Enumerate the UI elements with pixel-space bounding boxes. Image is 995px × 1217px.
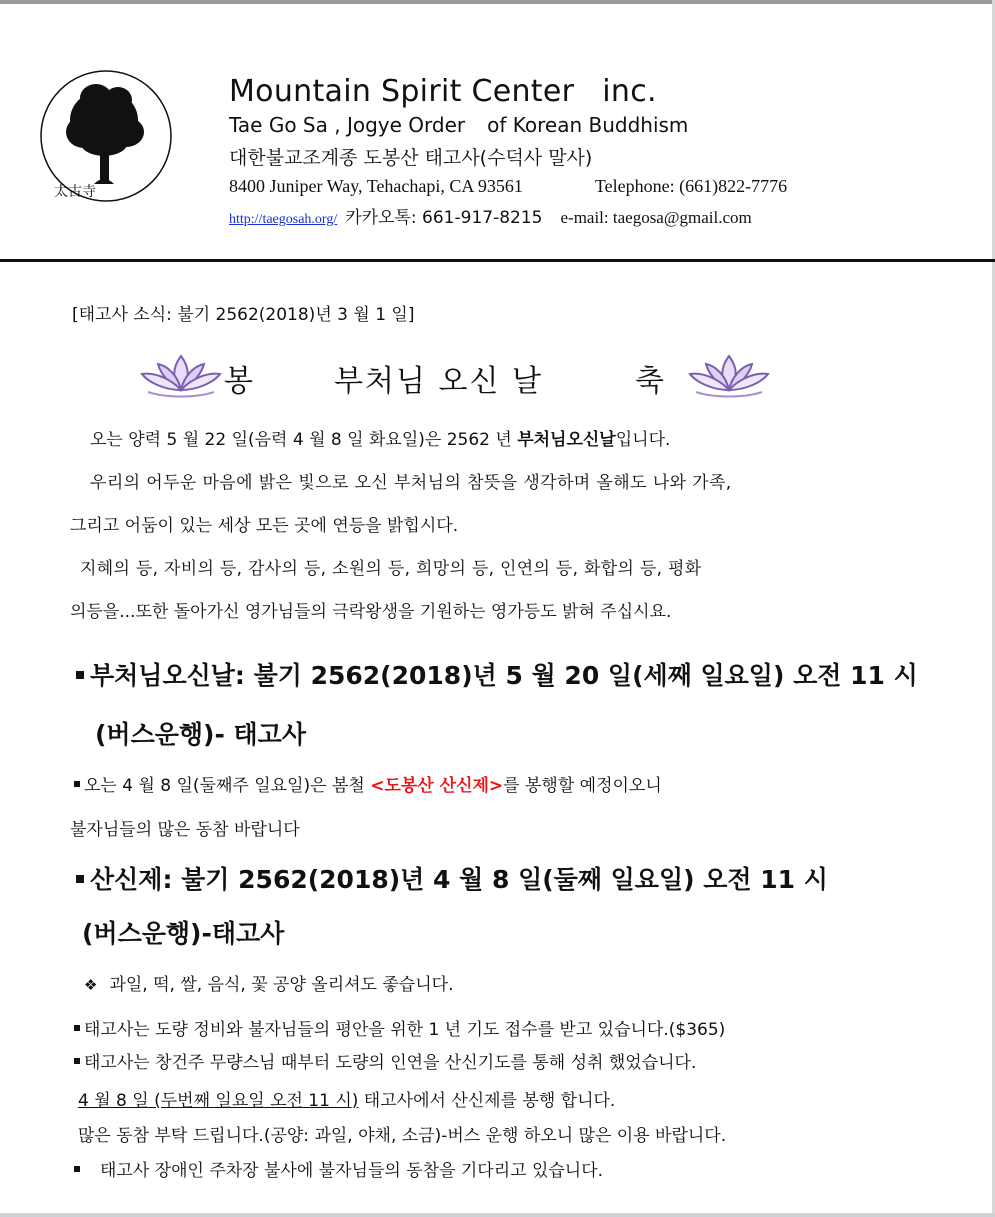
tree-icon (66, 84, 144, 184)
org-subtitle: Tae Go Sa , Jogye Order of Korean Buddhism (229, 113, 689, 137)
bullet-square-icon (76, 671, 84, 679)
body-paragraph-1: 오는 양력 5 월 22 일(음력 4 월 8 일 화요일)은 2562 년 부처님오신날입니다. (90, 430, 671, 450)
title-char-chuk: 축 (635, 364, 664, 399)
section-buddha-birthday-bus: (버스운행)- 태고사 (95, 720, 306, 749)
section-sansinje: 산신제: 불기 2562(2018)년 4 월 8 일(둘째 일요일) 오전 11 시 (76, 860, 828, 896)
bullet-square-icon (76, 875, 84, 883)
body-paragraph-3: 그리고 어둠이 있는 세상 모든 곳에 연등을 밝힙시다. (70, 516, 459, 536)
section-buddha-birthday: 부처님오신날: 불기 2562(2018)년 5 월 20 일(세째 일요일) 오전 11 시 (76, 656, 918, 692)
parking-line: 태고사 장애인 주차장 불사에 불자님들의 동참을 기다리고 있습니다. (74, 1156, 603, 1181)
bullet-square-icon (74, 1025, 80, 1031)
bullet-square-icon (74, 1058, 80, 1064)
body-paragraph-4: 지혜의 등, 자비의 등, 감사의 등, 소원의 등, 희망의 등, 인연의 등, 화합의 등, 평화 (80, 559, 702, 579)
bullet-square-icon (74, 1166, 80, 1172)
body-paragraph-5: 의등을...또한 돌아가신 영가님들의 극락왕생을 기원하는 영가등도 밝혀 주십시요. (70, 602, 672, 622)
korean-name: 대한불교조계종 도봉산 태고사(수덕사 말사) (229, 147, 593, 169)
temple-logo (38, 68, 174, 204)
prayer-line: 태고사는 도량 정비와 불자님들의 평안을 위한 1 년 기도 접수를 받고 있습니다.($365) (74, 1015, 725, 1040)
diamond-bullet-icon: ❖ (84, 976, 98, 994)
bottom-border (0, 1213, 995, 1217)
request-line: 많은 동참 부탁 드립니다.(공양: 과일, 야채, 소금)-버스 운행 하오니 많은 이용 바랍니다. (78, 1126, 727, 1146)
title-main: 부처님 오신 날 (334, 364, 543, 399)
contact-line (229, 203, 752, 228)
website-link[interactable]: http://taegosah.org/ (229, 212, 338, 227)
date-line: 4 월 8 일 (두번째 일요일 오전 11 시) 태고사에서 산신제를 봉행 합니다. (78, 1091, 616, 1111)
title-row (138, 350, 778, 400)
title-char-bong: 봉 (224, 364, 253, 399)
offerings-line: ❖ 과일, 떡, 쌀, 음식, 꽃 공양 올리셔도 좋습니다. (84, 975, 454, 995)
news-date-line: [태고사 소식: 불기 2562(2018)년 3 월 1 일] (72, 305, 415, 325)
logo-caption: 太古寺 (54, 184, 96, 200)
section-sansinje-bus: (버스운행)-태고사 (82, 919, 285, 948)
notice-line-2: 불자님들의 많은 동참 바랍니다 (70, 820, 300, 840)
address-line: 8400 Juniper Way, Tehachapi, CA 93561 Telephone: (661)822-7776 (229, 176, 788, 196)
history-line: 태고사는 창건주 무량스님 때부터 도량의 인연을 산신기도를 통해 성취 했었습니다. (74, 1048, 696, 1073)
top-border (0, 0, 995, 4)
header-divider (0, 259, 995, 262)
notice-line-1: 오는 4 월 8 일(둘째주 일요일)은 봄철 <도봉산 산신제>를 봉행할 예정이오니 (74, 771, 662, 796)
bullet-square-icon (74, 781, 80, 787)
org-name: Mountain Spirit Center inc. (229, 74, 657, 109)
kakaotalk: 카카오톡: 661-917-8215 (345, 208, 543, 228)
lotus-icon (138, 350, 224, 400)
lotus-icon (686, 350, 772, 400)
email: e-mail: taegosa@gmail.com (560, 208, 752, 227)
body-paragraph-2: 우리의 어두운 마음에 밝은 빛으로 오신 부처님의 참뜻을 생각하며 올해도 나와 가족, (90, 473, 732, 493)
